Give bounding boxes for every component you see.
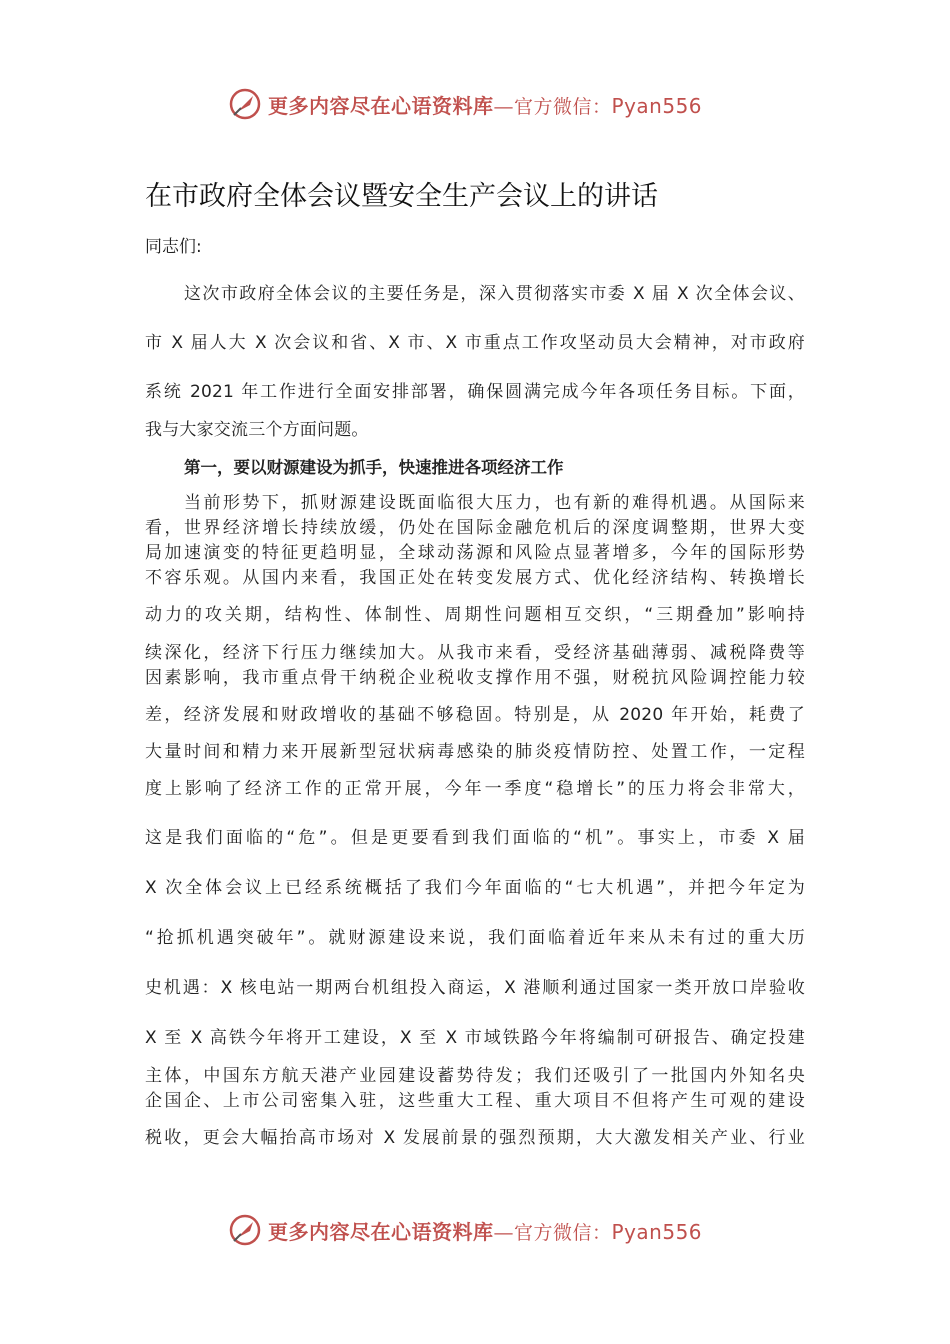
- body-line: “抢抓机遇突破年”。就财源建设来说，我们面临着近年来从未有过的重大历: [145, 928, 805, 948]
- quill-logo-icon: [228, 1213, 262, 1247]
- banner-brand: 更多内容尽在心语资料库: [268, 1219, 494, 1244]
- banner-wechat-id: Pyan556: [611, 1219, 703, 1244]
- body-line: 看，世界经济增长持续放缓，仍处在国际金融危机后的深度调整期，世界大变: [145, 518, 805, 538]
- header-banner: [228, 86, 748, 122]
- intro-line: 市 X 届人大 X 次会议和省、X 市、X 市重点工作攻坚动员大会精神，对市政府: [145, 333, 805, 353]
- intro-line: 系统 2021 年工作进行全面安排部署，确保圆满完成今年各项任务目标。下面，: [145, 382, 805, 402]
- banner-label: 官方微信：: [514, 95, 612, 118]
- quill-logo-icon: [228, 87, 262, 121]
- body-line: X 次全体会议上已经系统概括了我们今年面临的“七大机遇”，并把今年定为: [145, 878, 805, 898]
- banner-dash: —: [493, 1219, 514, 1244]
- banner-wechat-id: Pyan556: [611, 93, 703, 118]
- intro-line: 我与大家交流三个方面问题。: [145, 420, 369, 440]
- body-line: 大量时间和精力来开展新型冠状病毒感染的肺炎疫情防控、处置工作，一定程: [145, 742, 805, 762]
- body-line: 因素影响，我市重点骨干纳税企业税收支撑作用不强，财税抗风险调控能力较: [145, 668, 805, 688]
- document-title: 在市政府全体会议暨安全生产会议上的讲话: [145, 181, 658, 212]
- body-line: 税收，更会大幅抬高市场对 X 发展前景的强烈预期，大大激发相关产业、行业: [145, 1128, 805, 1148]
- body-line: 史机遇：X 核电站一期两台机组投入商运，X 港顺利通过国家一类开放口岸验收: [145, 978, 805, 998]
- intro-line: 这次市政府全体会议的主要任务是，深入贯彻落实市委 X 届 X 次全体会议、: [184, 284, 805, 304]
- banner-text: [268, 90, 702, 119]
- body-line: X 至 X 高铁今年将开工建设，X 至 X 市域铁路今年将编制可研报告、确定投建: [145, 1028, 805, 1048]
- body-line: 局加速演变的特征更趋明显，全球动荡源和风险点显著增多，今年的国际形势: [145, 543, 805, 563]
- body-line: 续深化，经济下行压力继续加大。从我市来看，受经济基础薄弱、减税降费等: [145, 643, 805, 663]
- body-line: 企国企、上市公司密集入驻，这些重大工程、重大项目不但将产生可观的建设: [145, 1091, 805, 1111]
- banner-text: [268, 1216, 702, 1245]
- body-line: 差，经济发展和财政增收的基础不够稳固。特别是，从 2020 年开始，耗费了: [145, 705, 805, 725]
- section-heading: 第一，要以财源建设为抓手，快速推进各项经济工作: [184, 458, 564, 477]
- banner-label: 官方微信：: [514, 1221, 612, 1244]
- banner-dash: —: [493, 93, 514, 118]
- body-line: 当前形势下，抓财源建设既面临很大压力，也有新的难得机遇。从国际来: [184, 493, 805, 513]
- footer-banner: [228, 1212, 748, 1248]
- banner-brand: 更多内容尽在心语资料库: [268, 93, 494, 118]
- body-line: 度上影响了经济工作的正常开展，今年一季度“稳增长”的压力将会非常大，: [145, 779, 805, 799]
- body-line: 动力的攻关期，结构性、体制性、周期性问题相互交织，“三期叠加”影响持: [145, 605, 805, 625]
- body-line: 不容乐观。从国内来看，我国正处在转变发展方式、优化经济结构、转换增长: [145, 568, 805, 588]
- body-line: 主体，中国东方航天港产业园建设蓄势待发；我们还吸引了一批国内外知名央: [145, 1066, 805, 1086]
- greeting: 同志们:: [145, 237, 202, 257]
- body-line: 这是我们面临的“危”。但是更要看到我们面临的“机”。事实上，市委 X 届: [145, 828, 805, 848]
